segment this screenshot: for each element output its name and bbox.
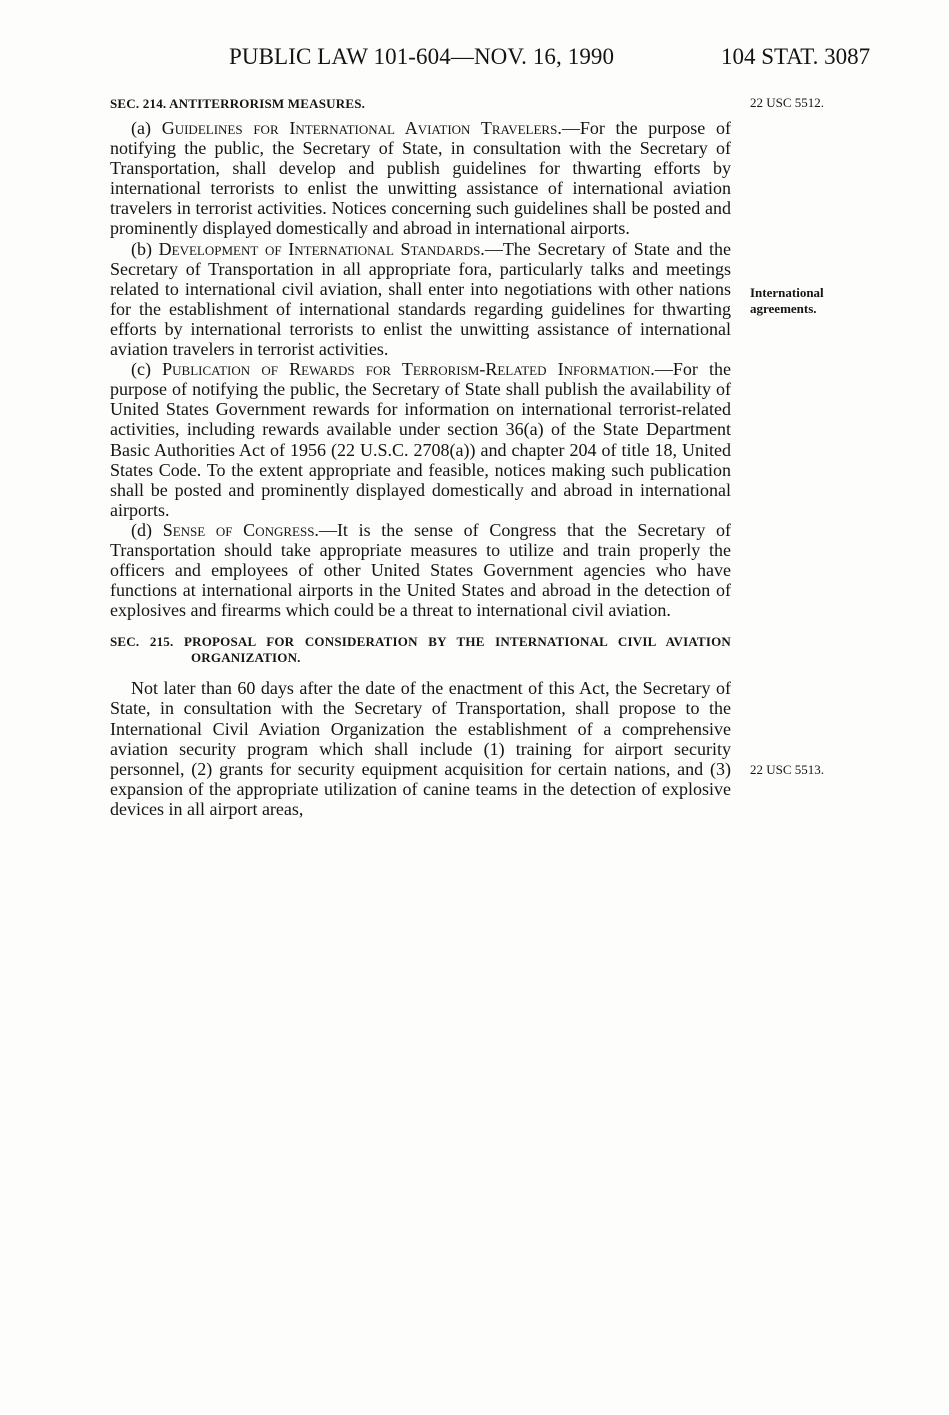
section-215-heading: SEC. 215. PROPOSAL FOR CONSIDERATION BY THE INTERNATIONAL CIVIL AVIATION ORGANIZATION. <box>110 634 731 666</box>
subsection-d-label: (d) <box>131 519 163 540</box>
subsection-c-body: —For the purpose of notifying the public, the Secretary of State shall publish the availability of United States Government rewards for information on international terrorist-related activities, including rewards available under section 36(a) of the State Department Basic Authorities Act of 1956 (22 U.S.C. 2708(a)) and chapter 204 of title 18, United States Code. To the extent appropriate and feasible, notices making such publication shall be posted and prominently displayed domestically and abroad in international airports. <box>110 359 731 520</box>
subsection-a <box>110 118 731 239</box>
subsection-a-label: (a) <box>131 118 162 138</box>
running-header-title: PUBLIC LAW 101-604—NOV. 16, 1990 <box>229 44 615 69</box>
subsection-d <box>110 520 731 620</box>
section-214-heading: SEC. 214. ANTITERRORISM MEASURES. <box>110 96 366 111</box>
subsection-b-label: (b) <box>131 238 159 259</box>
main-text-column <box>110 96 731 819</box>
subsection-a-caption: Guidelines for International Aviation Travelers. <box>161 118 562 138</box>
subsection-a-body: —For the purpose of notifying the public, the Secretary of State, in consultation with the Secretary of Transportation, shall develop and publish guidelines for thwarting efforts by international terrorists to enlist the unwitting assistance of international aviation travelers in terrorist activities. Notices concerning such guidelines shall be posted and prominently displayed domestically and abroad in international airports. <box>110 118 731 239</box>
subsection-b-caption: Development of International Standards. <box>158 238 485 259</box>
margin-note-international-agreements <box>750 285 824 317</box>
margin-note-line-1: International <box>750 285 824 300</box>
margin-citation-sec-214: 22 USC 5512. <box>750 95 825 110</box>
subsection-c-caption: Publication of Rewards for Terrorism-Related Information. <box>162 359 655 380</box>
subsection-b-body: —The Secretary of State and the Secretary of Transportation in all appropriate fora, particularly talks and meetings related to international civil aviation, shall enter into negotiations with other nations for the establishment of international standards regarding guidelines for thwarting efforts by international terrorists to enlist the unwitting assistance of international aviation travelers in terrorist activities. <box>110 238 731 360</box>
margin-note-line-2: agreements. <box>750 301 817 316</box>
margin-citation-sec-215: 22 USC 5513. <box>750 762 825 777</box>
spacer <box>110 666 731 678</box>
subsection-d-body: —It is the sense of Congress that the Secretary of Transportation should take appropriate measures to utilize and train properly the officers and employees of other United States Government agencies who have functions at international airports in the United States and abroad in the detection of explosives and firearms which could be a threat to international civil aviation. <box>110 519 732 621</box>
subsection-c-label: (c) <box>131 359 163 380</box>
section-215-body: Not later than 60 days after the date of the enactment of this Act, the Secretary of State, in consultation with the Secretary of Transportation, shall propose to the International Civil Aviation Organization the establishment of a comprehensive aviation security program which shall include (1) training for airport security personnel, (2) grants for security equipment acquisition for certain nations, and (3) expansion of the appropriate utilization of canine teams in the detection of explosive devices in all airport areas, <box>110 678 731 819</box>
spacer <box>110 620 731 634</box>
subsection-d-caption: Sense of Congress. <box>162 519 319 540</box>
subsection-b <box>110 239 731 360</box>
subsection-c <box>110 359 731 520</box>
running-header-stat-page: 104 STAT. 3087 <box>721 44 871 69</box>
